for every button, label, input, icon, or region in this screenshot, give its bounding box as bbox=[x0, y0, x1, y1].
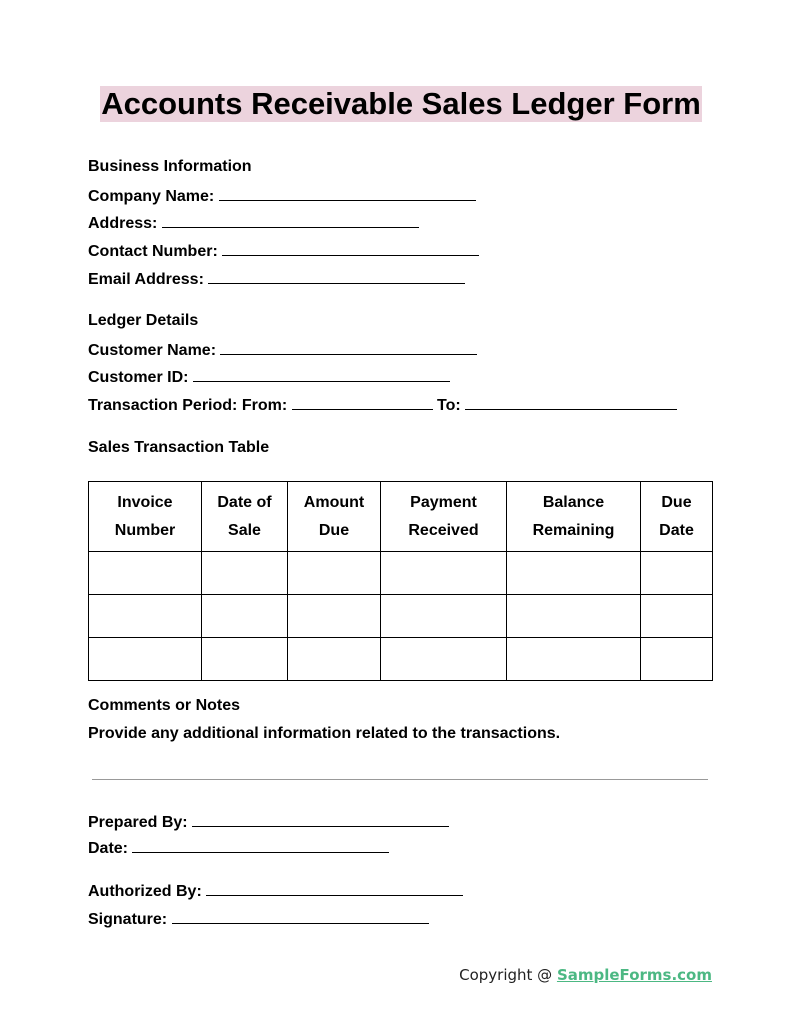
signature-blank[interactable] bbox=[172, 908, 429, 924]
contact-number-field[interactable] bbox=[88, 240, 479, 262]
prepared-by-field[interactable] bbox=[88, 811, 449, 833]
table-cell[interactable] bbox=[288, 552, 381, 595]
customer-name-field[interactable] bbox=[88, 339, 477, 361]
authorized-by-label: Authorized By: bbox=[88, 883, 202, 900]
date-field[interactable] bbox=[88, 837, 389, 859]
company-name-label: Company Name: bbox=[88, 188, 215, 205]
table-row bbox=[89, 595, 713, 638]
customer-id-blank[interactable] bbox=[193, 366, 450, 382]
comments-instructions: Provide any additional information related to the transactions. bbox=[88, 725, 561, 742]
date-blank[interactable] bbox=[132, 837, 389, 853]
table-row bbox=[89, 552, 713, 595]
table-cell[interactable] bbox=[381, 595, 507, 638]
column-header: Invoice Number bbox=[89, 482, 202, 552]
table-cell[interactable] bbox=[89, 595, 202, 638]
sales-transaction-table bbox=[88, 481, 713, 681]
company-name-field[interactable] bbox=[88, 185, 476, 207]
column-header: Payment Received bbox=[381, 482, 507, 552]
table-row bbox=[89, 638, 713, 681]
transaction-period-field[interactable] bbox=[88, 394, 677, 416]
table-cell[interactable] bbox=[507, 552, 641, 595]
table-cell[interactable] bbox=[641, 552, 713, 595]
table-cell[interactable] bbox=[89, 638, 202, 681]
customer-name-label: Customer Name: bbox=[88, 342, 217, 359]
contact-number-label: Contact Number: bbox=[88, 243, 218, 260]
column-header: Due Date bbox=[641, 482, 713, 552]
column-header: Balance Remaining bbox=[507, 482, 641, 552]
customer-id-field[interactable] bbox=[88, 366, 450, 388]
brand-link[interactable]: SampleForms.com bbox=[556, 966, 712, 984]
comments-heading: Comments or Notes bbox=[88, 697, 241, 714]
ledger-heading: Ledger Details bbox=[88, 312, 199, 329]
date-label: Date: bbox=[88, 840, 129, 857]
signature-label: Signature: bbox=[88, 911, 168, 928]
table-cell[interactable] bbox=[288, 595, 381, 638]
copyright-text: Copyright @ bbox=[459, 966, 557, 984]
title-wrap bbox=[0, 86, 802, 122]
email-address-blank[interactable] bbox=[208, 268, 465, 284]
period-from-blank[interactable] bbox=[292, 394, 433, 410]
customer-id-label: Customer ID: bbox=[88, 369, 189, 386]
page-title: Accounts Receivable Sales Ledger Form bbox=[101, 86, 701, 121]
table-cell[interactable] bbox=[202, 595, 288, 638]
contact-number-blank[interactable] bbox=[222, 240, 479, 256]
email-address-label: Email Address: bbox=[88, 271, 204, 288]
signature-field[interactable] bbox=[88, 908, 429, 930]
address-blank[interactable] bbox=[162, 212, 419, 228]
table-cell[interactable] bbox=[381, 638, 507, 681]
authorized-by-blank[interactable] bbox=[206, 880, 463, 896]
table-cell[interactable] bbox=[288, 638, 381, 681]
address-field[interactable] bbox=[88, 212, 419, 234]
business-heading: Business Information bbox=[88, 158, 252, 175]
comments-line[interactable] bbox=[92, 779, 708, 780]
authorized-by-field[interactable] bbox=[88, 880, 463, 902]
table-header-row bbox=[89, 482, 713, 552]
table-cell[interactable] bbox=[202, 638, 288, 681]
table-cell[interactable] bbox=[641, 638, 713, 681]
email-address-field[interactable] bbox=[88, 268, 465, 290]
table-cell[interactable] bbox=[507, 638, 641, 681]
table-cell[interactable] bbox=[507, 595, 641, 638]
column-header: Date of Sale bbox=[202, 482, 288, 552]
table-cell[interactable] bbox=[202, 552, 288, 595]
period-to-blank[interactable] bbox=[465, 394, 677, 410]
prepared-by-label: Prepared By: bbox=[88, 814, 188, 831]
period-from-label: Transaction Period: From: bbox=[88, 397, 288, 414]
table-cell[interactable] bbox=[381, 552, 507, 595]
prepared-by-blank[interactable] bbox=[192, 811, 449, 827]
copyright-footer bbox=[459, 966, 712, 984]
column-header: Amount Due bbox=[288, 482, 381, 552]
table-cell[interactable] bbox=[89, 552, 202, 595]
table-cell[interactable] bbox=[641, 595, 713, 638]
company-name-blank[interactable] bbox=[219, 185, 476, 201]
table-heading: Sales Transaction Table bbox=[88, 439, 270, 456]
period-to-label: To: bbox=[437, 397, 461, 414]
customer-name-blank[interactable] bbox=[220, 339, 477, 355]
address-label: Address: bbox=[88, 215, 158, 232]
